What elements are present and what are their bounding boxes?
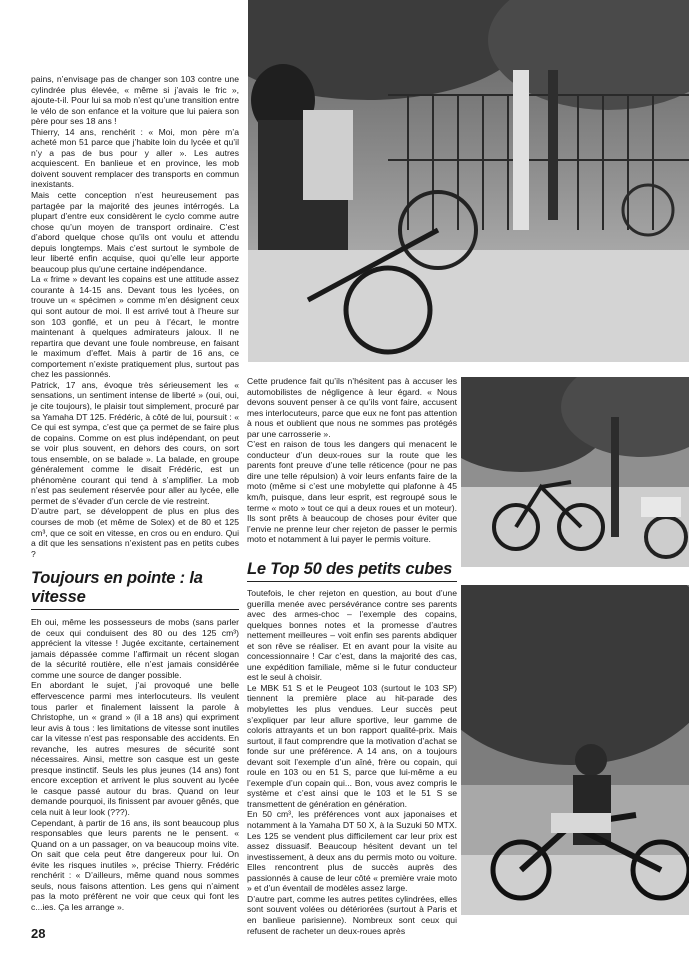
paragraph: La « frime » devant les copains est une attitude assez courante à 14-15 ans. Devant tous les lycées, on trouve un « spécimen » comme m’en désignent ceux qui sont autour de moi. Il est arrivé tout à l’heure sur son 103 gonflé, et un peu à l’écart, le montre maintenant à quelques admirateurs jaloux. Il ne repartira que devant une foule nombreuse, en faisant le maximum d’effet. Mais à partir de 16 ans, ce comportement n’existe pratiquement plus, surtout pas chez les passionnés.: [31, 274, 239, 380]
paragraph: Le MBK 51 S et le Peugeot 103 (surtout le 103 SP) tiennent la première place au hit-parade des mobylettes les plus vendues. Leur succès peut s’expliquer par leur allure sportive, leur gamme de coloris attrayants et un bon rapport qualité-prix. Mais surtout, il faut comprendre que la motivation d’achat se fonde sur une préférence. A 14 ans, on a toujours devant soit l’exemple d’un aîné, frère ou copain, qui roule en 103 ou en 51 S, parce que lui-même a eu l’exemple d’un copain qui... Bon, vous avez compris le système et c’est ainsi que le 103 et le 51 S se transmettent de génération en génération.: [247, 682, 457, 809]
photo-parked-mopeds: [461, 377, 689, 567]
paragraph: pains, n’envisage pas de changer son 103 contre une cylindrée plus élevée, « même si j’avais le fric », ajoute-t-il. Pour lui sa mob n’est qu’une transition entre le vélo de son enfance et la voiture que lui paiera son père pour ses 18 ans !: [31, 74, 239, 127]
subheading-vitesse: Toujours en pointe : la vitesse: [31, 569, 239, 610]
column-right-upper: [247, 376, 457, 545]
paragraph: Patrick, 17 ans, évoque très sérieusement les « sensations, un sentiment intense de liberté » (oui, oui, je cite toujours), le plaisir tout simplement, procuré par sa Yamaha DT 125. Frédéric, à côté de lui, poursuit : « Ce qui est sympa, c’est que ça permet de se faire plus de copains. Comme on est plus indépendant, on peut se voir plus souvent, en dehors des cours, on sort tous ensemble, on se balade ». La balade, en groupe généralement comme le disait Frédéric, est un phénomène courant qui tend à s’amplifier. La mob n’est pas seulement réservée pour aller au lycée, elle permet de s’évader d’un cercle de vie restreint.: [31, 379, 239, 506]
paragraph: Eh oui, même les possesseurs de mobs (sans parler de ceux qui conduisent des 80 ou des 125 cm³) apprécient la vitesse ! Jugée excitante, certainement jamais dépassée comme l’affirmait un récent slogan de la sécurité routière, elle n’est jamais considérée comme une source de danger possible.: [31, 617, 239, 680]
paragraph: C’est en raison de tous les dangers qui menacent le conducteur d’un deux-roues sur la route que les parents font preuve d’une telle réticence (pour ne pas dire une telle répulsion) à voir leurs enfants faire de la moto (même si c’est une mobylette qui plafonne à 45 km/h, puisque, dans leur esprit, est regroupé sous le terme « moto » tout ce qui a deux roues et un moteur). Ils sont prêts à beaucoup de choses pour éviter que l’envie ne prenne leur cher rejeton de passer le permis moto et notamment à lui payer le permis voiture.: [247, 439, 457, 545]
photo-young-rider: [461, 585, 689, 915]
column-right-lower: [247, 588, 457, 936]
subheading-top50: Le Top 50 des petits cubes: [247, 560, 457, 582]
paragraph: Mais cette conception n’est heureusement pas partagée par la majorité des jeunes intérrogés. La plupart d’entre eux considèrent le cyclo comme autre chose qu’un moyen de transport ordinaire. C’est d’abord quelque chose qu’ils ont voulu et attendu depuis longtemps. Mais c’est surtout le symbole de leur liberté enfin acquise, quoi qu’elle leur apporte beaucoup plus qu’une certaine indépendance.: [31, 190, 239, 274]
photo-students-bikes: [248, 0, 689, 362]
column-left: [31, 74, 239, 912]
paragraph: Thierry, 14 ans, renchérit : « Moi, mon père m’a acheté mon 51 parce que j’habite loin du lycée et qu’il n’y a pas de bus pour y aller ». Les autres acquiescent. En banlieue et en province, les mob doivent souvent remplacer des transports en commun inexistants.: [31, 126, 239, 190]
paragraph: D’autre part, comme les autres petites cylindrées, elles sont souvent volées ou détériorées (surtout à Paris et en banlieue parisienne). Nombreux sont ceux qui refusent de racheter un deux-roues après: [247, 893, 457, 936]
paragraph: Cette prudence fait qu’ils n’hésitent pas à accuser les automobilistes de négligence à leur égard. « Nous devons souvent penser à ce qu’ils vont faire, accusent mes interlocuteurs, parce que eux ne font pas attention à nous et oublient que nous ne sommes pas protégés par une carrosserie ».: [247, 376, 457, 439]
paragraph: Cependant, à partir de 16 ans, ils sont beaucoup plus responsables que leurs parents ne le pensent. « Quand on a un passager, on va beaucoup moins vite. On sait que cela peut être dangereux pour lui. On évite les risques inutiles », précise Thierry. Frédéric renchérit : « D’ailleurs, même quand nous sommes seuls, nous faisons attention. Les gens qui n’aiment pas la moto préfèrent ne voir que ceux qui font les c...ies. Ça les arrange ».: [31, 817, 239, 912]
subheading-top50-wrapper: [247, 560, 457, 582]
paragraph: En abordant le sujet, j’ai provoqué une belle effervescence parmi mes interlocuteurs. Ils veulent tous parler et finalement laissent la parole à Christophe, un « grand » (il a 18 ans) qui expriment leur avis à tous : les limitations de vitesse sont inutiles car la vitesse n’est pas responsable des accidents. En revanche, les autres mesures de sécurité sont nécessaires. Ainsi, mettre son casque est un geste presque instinctif. Seuls les plus jeunes (14 ans) font encore exception et arrivent le plus souvent au lycée le casque passé autour du bras. Quand on leur demande pourquoi, ils finissent par avouer gênés, que cela nuit à leur look (???).: [31, 680, 239, 817]
page-number: 28: [31, 926, 46, 941]
paragraph: Toutefois, le cher rejeton en question, au bout d’une guerilla menée avec persévérance contre ses parents avec des armes-choc – l’exemple des copains, quelques bonnes notes et la promesse d’autres nettement meilleures – voit enfin ses parents abdiquer et son rêve se réaliser. Et en avant pour la visite au concessionnaire ! Car c’est, dans la majorité des cas, une expédition familiale, même si le futur conducteur est le seul à choisir.: [247, 588, 457, 683]
paragraph: En 50 cm³, les préférences vont aux japonaises et notamment à la Yamaha DT 50 X, à la Suzuki 50 MTX. Les 125 se vendent plus difficilement car leur prix est assez dissuasif. Beaucoup hésitent devant un tel investissement, à deux ans du permis moto ou voiture. Elles rencontrent plus de succès auprès des passionnés à cause de leur côté « première vraie moto » et d’un éventail de modèles assez large.: [247, 809, 457, 894]
paragraph: D’autre part, se développent de plus en plus des courses de mob (et même de Solex) et de 80 et 125 cm³, que ce soit en vitesse, en cros ou en enduro. Qui a dit que les sensations n’existent pas en petits cubes ?: [31, 506, 239, 559]
